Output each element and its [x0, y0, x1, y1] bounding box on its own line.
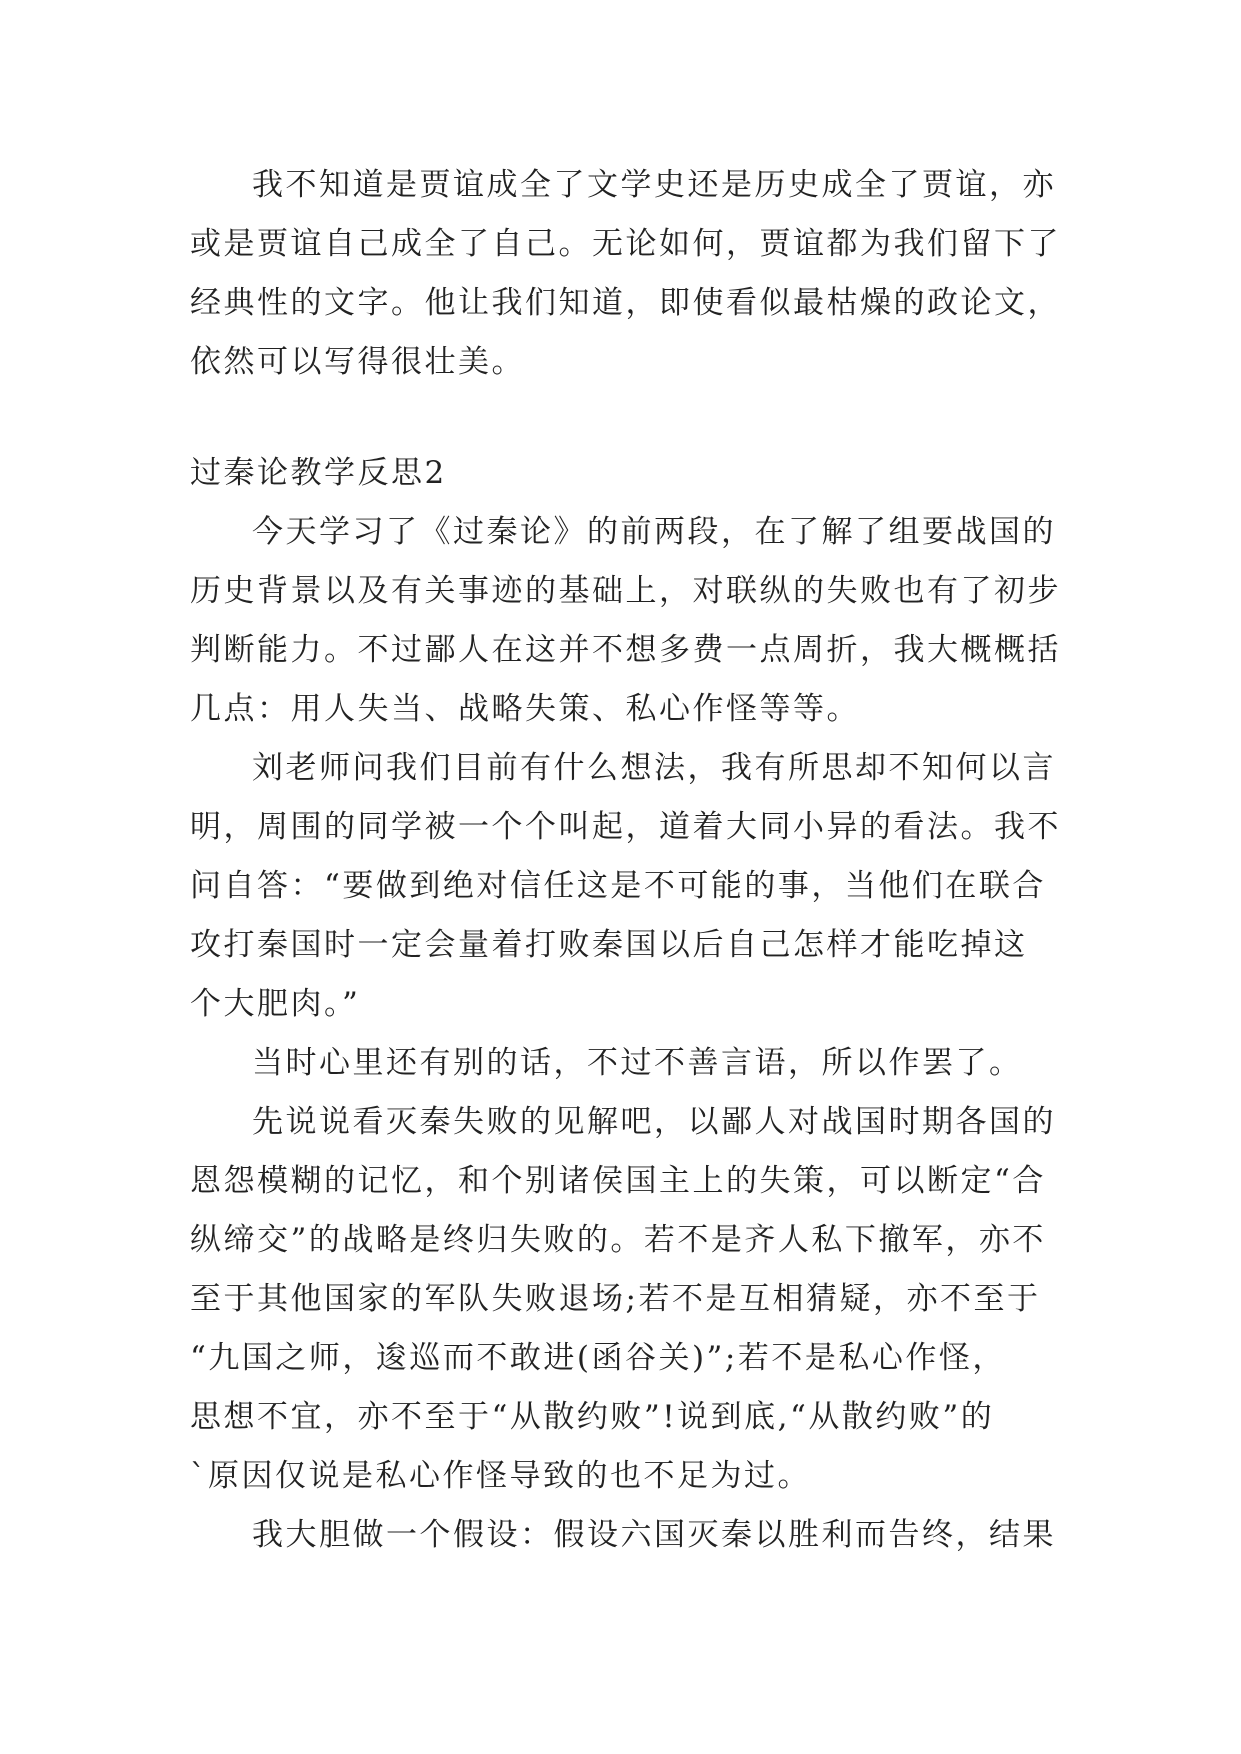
text-line: 经典性的文字。他让我们知道，即使看似最枯燥的政论文，	[190, 285, 1061, 321]
text-line: `原因仅说是私心作怪导致的也不足为过。	[190, 1458, 811, 1494]
text-line: 个大肥肉。”	[190, 986, 361, 1022]
text-line: 我大胆做一个假设：假设六国灭秦以胜利而告终，结果	[252, 1517, 1056, 1553]
text-line: 问自答：“要做到绝对信任这是不可能的事，当他们在联合	[190, 868, 1046, 904]
text-line: 刘老师问我们目前有什么想法，我有所思却不知何以言	[252, 750, 1056, 786]
text-line: 明，周围的同学被一个个叫起，道着大同小异的看法。我不	[190, 809, 1061, 845]
text-line: 攻打秦国时一定会量着打败秦国以后自己怎样才能吃掉这	[190, 927, 1028, 963]
text-line: 几点：用人失当、战略失策、私心作怪等等。	[190, 691, 860, 727]
text-line: 先说说看灭秦失败的见解吧，以鄙人对战国时期各国的	[252, 1104, 1056, 1140]
text-line: “九国之师，逡巡而不敢进(函谷关)”;若不是私心作怪，	[190, 1340, 1006, 1376]
text-line: 思想不宜，亦不至于“从散约败”!说到底,“从散约败”的	[190, 1399, 995, 1435]
text-line: 或是贾谊自己成全了自己。无论如何，贾谊都为我们留下了	[190, 226, 1061, 262]
text-line: 当时心里还有别的话，不过不善言语，所以作罢了。	[252, 1045, 1023, 1081]
text-line: 今天学习了《过秦论》的前两段，在了解了组要战国的	[252, 514, 1056, 550]
text-line: 历史背景以及有关事迹的基础上，对联纵的失败也有了初步	[190, 573, 1061, 609]
text-line: 判断能力。不过鄙人在这并不想多费一点周折，我大概概括	[190, 632, 1061, 668]
text-line: 我不知道是贾谊成全了文学史还是历史成全了贾谊，亦	[252, 167, 1056, 203]
text-line: 至于其他国家的军队失败退场;若不是互相猜疑，亦不至于	[190, 1281, 1041, 1317]
text-line: 依然可以写得很壮美。	[190, 344, 525, 380]
text-line: 恩怨模糊的记忆，和个别诸侯国主上的失策，可以断定“合	[190, 1163, 1046, 1199]
section-heading: 过秦论教学反思2	[190, 455, 447, 491]
text-line: 纵缔交”的战略是终归失败的。若不是齐人私下撤军，亦不	[190, 1222, 1046, 1258]
